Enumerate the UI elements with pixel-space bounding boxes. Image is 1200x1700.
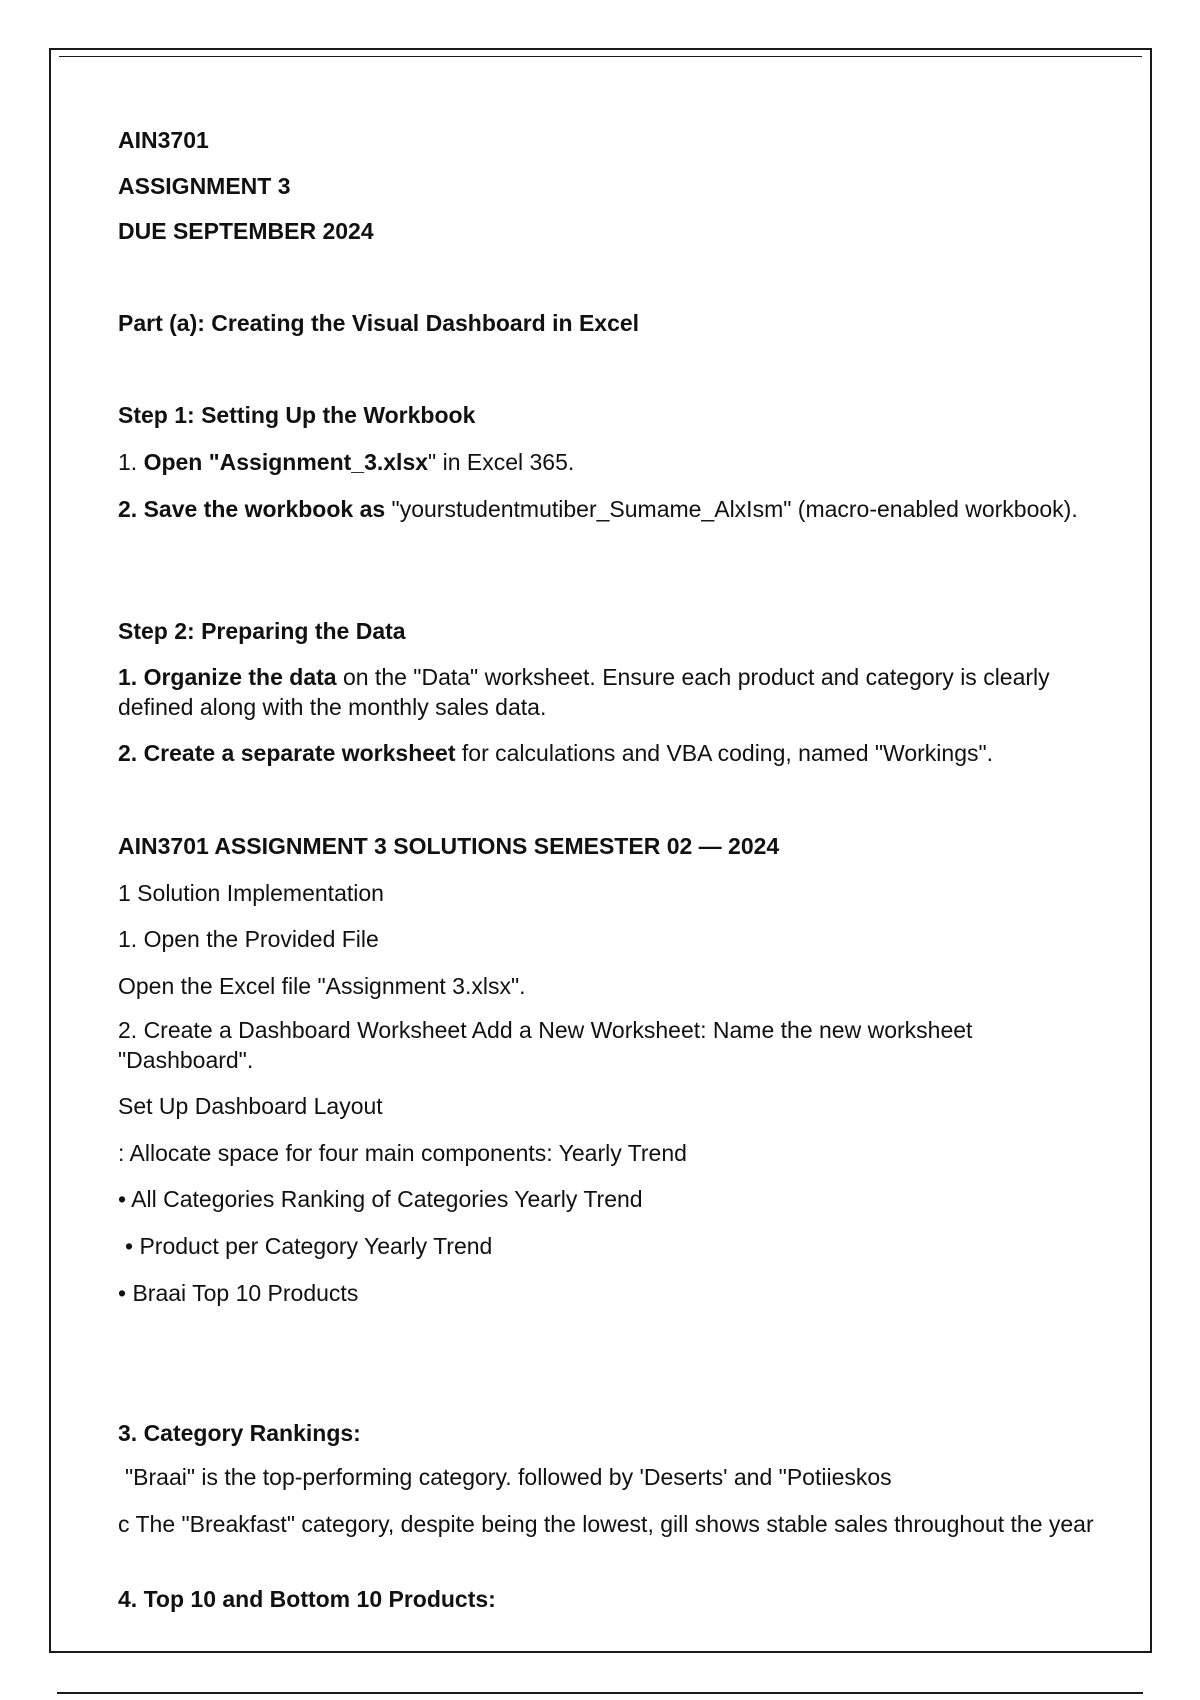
bottom-rule <box>57 1692 1143 1694</box>
assignment-title: ASSIGNMENT 3 <box>118 173 291 199</box>
course-code: AIN3701 <box>118 127 209 153</box>
step2-item2-rest: for calculations and VBA coding, named "Workings". <box>455 740 994 766</box>
solution-line: Set Up Dashboard Layout <box>118 1093 383 1119</box>
solution-line: 1 Solution Implementation <box>118 880 384 906</box>
due-date: DUE SEPTEMBER 2024 <box>118 218 374 244</box>
section3-line1: "Braai" is the top-performing category. followed by 'Deserts' and "Potiieskos <box>125 1464 892 1490</box>
step1-item1-rest: " in Excel 365. <box>428 449 575 475</box>
step2-item1-rest: on the "Data" worksheet. Ensure each product and category is clearly defined along with the monthly sales data. <box>118 664 1050 720</box>
solution-line: : Allocate space for four main components: Yearly Trend <box>118 1140 687 1166</box>
top-rule <box>59 56 1142 57</box>
step1-item2 <box>118 494 1108 524</box>
bullet-item: • All Categories Ranking of Categories Yearly Trend <box>118 1186 643 1212</box>
step2-item2 <box>118 738 1108 768</box>
step2-item1-bold: 1. Organize the data <box>118 664 337 690</box>
step1-item2-rest: "yourstudentmutiber_Sumame_AlxIsm" (macro-enabled workbook). <box>385 496 1078 522</box>
bullet-item: • Product per Category Yearly Trend <box>125 1233 493 1259</box>
step1-item1-bold: Open "Assignment_3.xlsx <box>143 449 429 475</box>
step1-item1-num: 1. <box>118 449 144 475</box>
solution-line: Open the Excel file "Assignment 3.xlsx". <box>118 973 526 999</box>
part-a-heading: Part (a): Creating the Visual Dashboard in Excel <box>118 310 640 336</box>
step1-heading: Step 1: Setting Up the Workbook <box>118 402 476 428</box>
step2-item2-bold: 2. Create a separate worksheet <box>118 740 456 766</box>
solutions-heading: AIN3701 ASSIGNMENT 3 SOLUTIONS SEMESTER 02 — 2024 <box>118 833 780 859</box>
section4-heading: 4. Top 10 and Bottom 10 Products: <box>118 1586 496 1612</box>
step2-heading: Step 2: Preparing the Data <box>118 618 406 644</box>
bullet-item: • Braai Top 10 Products <box>118 1280 359 1306</box>
section3-line2: c The "Breakfast" category, despite being the lowest, gill shows stable sales throughout the year <box>118 1511 1094 1537</box>
step1-item1 <box>118 447 1108 477</box>
solution-line: 1. Open the Provided File <box>118 926 379 952</box>
section3-heading: 3. Category Rankings: <box>118 1420 361 1446</box>
solution-line: 2. Create a Dashboard Worksheet Add a New Worksheet: Name the new worksheet "Dashboard". <box>118 1017 973 1073</box>
step1-item2-bold: 2. Save the workbook as <box>118 496 386 522</box>
step2-item1 <box>118 662 1108 722</box>
